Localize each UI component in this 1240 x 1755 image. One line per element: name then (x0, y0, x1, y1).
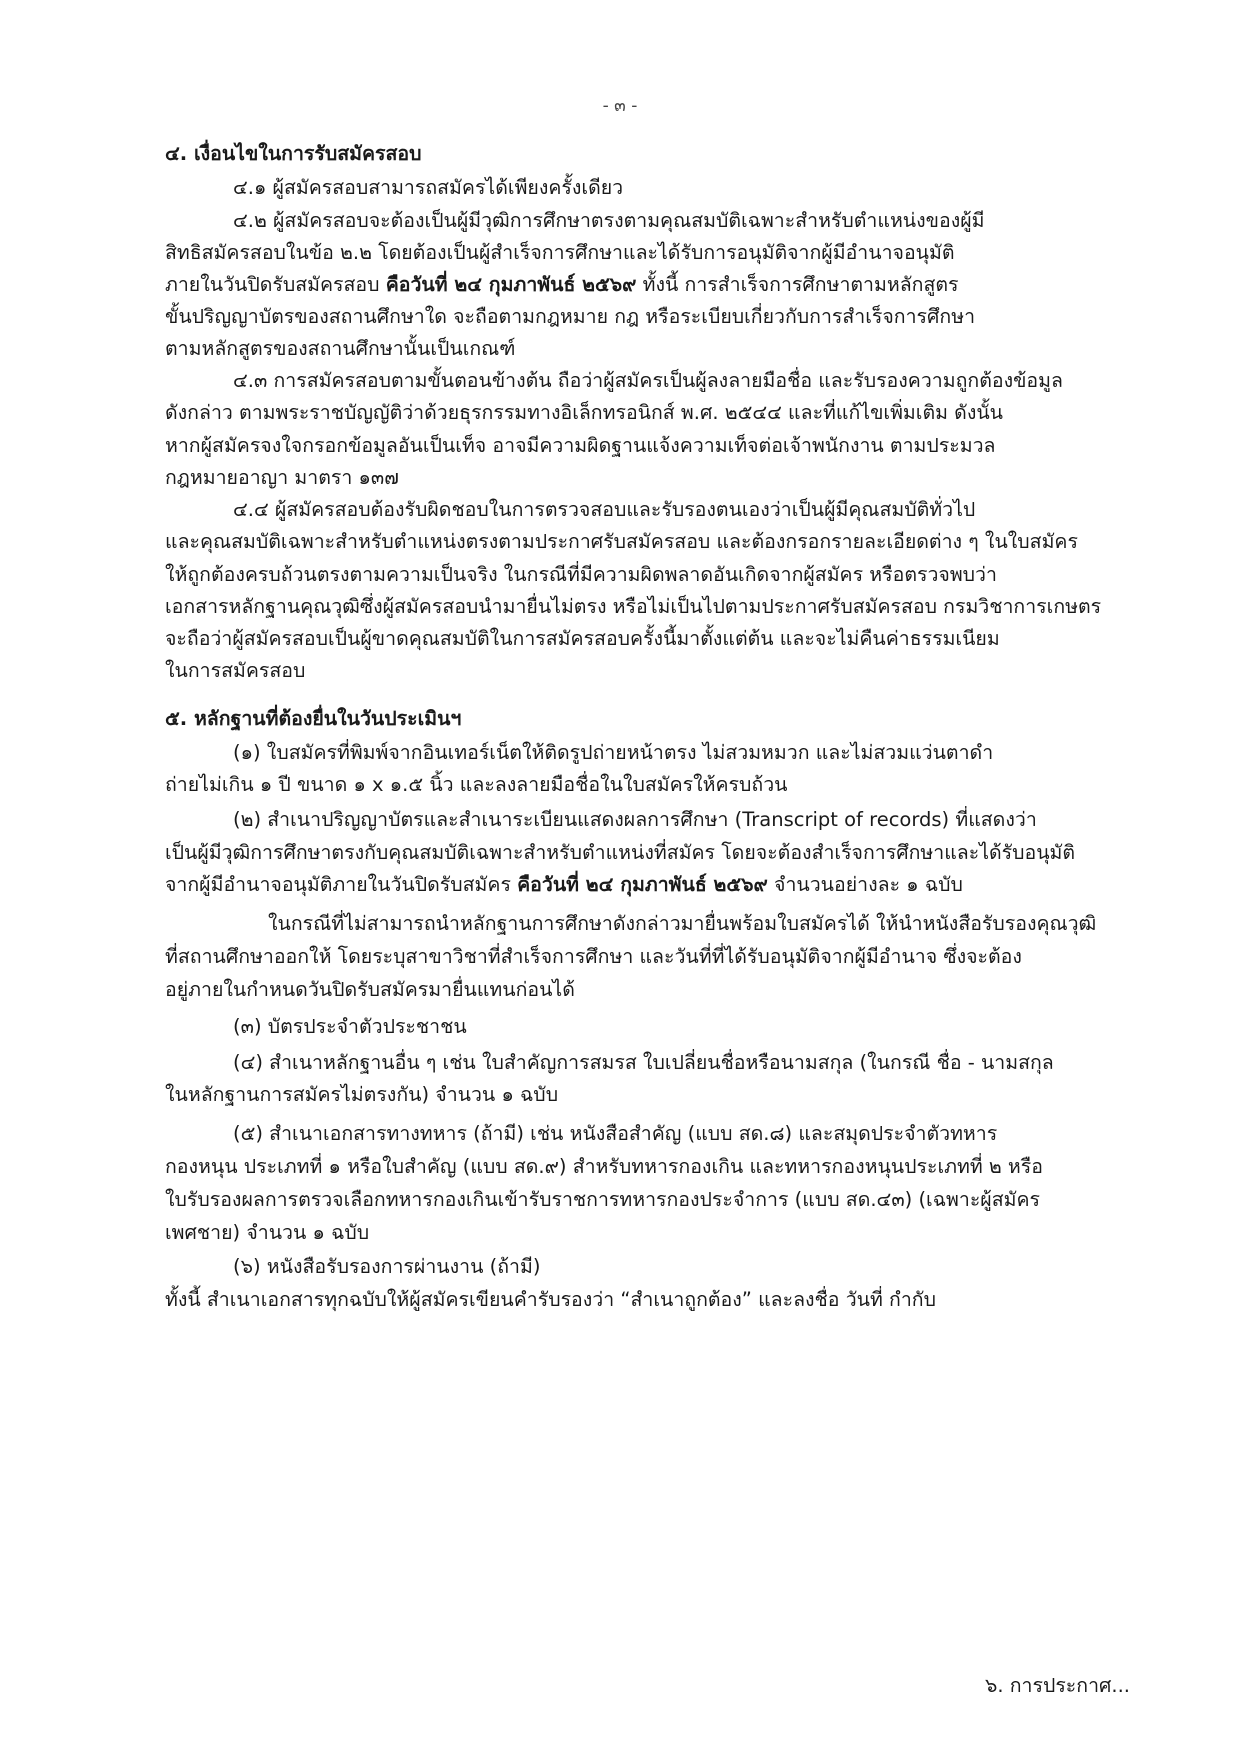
paragraph-4-4-line: ๔.๔ ผู้สมัครสอบต้องรับผิดชอบในการตรวจสอบและรับรองตนเองว่าเป็นผู้มีคุณสมบัติทั่วไป (233, 498, 976, 521)
item-5-2-note-line: อยู่ภายในกำหนดวันปิดรับสมัครมายื่นแทนก่อนได้ (165, 978, 575, 1001)
section-5-heading: ๕. หลักฐานที่ต้องยื่นในวันประเมินฯ (165, 707, 462, 730)
paragraph-4-3-line: กฎหมายอาญา มาตรา ๑๓๗ (165, 466, 399, 489)
text-run: ภายในวันปิดรับสมัครสอบ (165, 273, 386, 296)
item-5-2-line (165, 870, 963, 900)
paragraph-4-4-line: จะถือว่าผู้สมัครสอบเป็นผู้ขาดคุณสมบัติในการสมัครสอบครั้งนี้มาตั้งแต่ต้น และจะไม่คืนค่าธรรมเนียม (165, 627, 1000, 650)
paragraph-4-2-line: ๔.๒ ผู้สมัครสอบจะต้องเป็นผู้มีวุฒิการศึกษาตรงตามคุณสมบัติเฉพาะสำหรับตำแหน่งของผู้มี (233, 209, 985, 232)
paragraph-4-3-line: ๔.๓ การสมัครสอบตามขั้นตอนข้างต้น ถือว่าผู้สมัครเป็นผู้ลงลายมือชื่อ และรับรองความถูกต้องข้อมูล (233, 369, 1063, 392)
paragraph-4-4-line: ในการสมัครสอบ (165, 659, 306, 682)
deadline-bold: คือวันที่ ๒๔ กุมภาพันธ์ ๒๕๖๙ (517, 873, 768, 896)
continuation-footer: ๖. การประกาศ... (984, 1674, 1130, 1697)
text-run: ทั้งนี้ การสำเร็จการศึกษาตามหลักสูตร (636, 273, 959, 296)
paragraph-4-2-line: สิทธิสมัครสอบในข้อ ๒.๒ โดยต้องเป็นผู้สำเร็จการศึกษาและได้รับการอนุมัติจากผู้มีอำนาจอนุมัติ (165, 241, 955, 264)
paragraph-4-1: ๔.๑ ผู้สมัครสอบสามารถสมัครได้เพียงครั้งเดียว (233, 176, 624, 199)
page-number: - ๓ - (602, 96, 638, 116)
paragraph-4-2-line: ตามหลักสูตรของสถานศึกษานั้นเป็นเกณฑ์ (165, 337, 516, 360)
paragraph-4-4-line: เอกสารหลักฐานคุณวุฒิซึ่งผู้สมัครสอบนำมายื่นไม่ตรง หรือไม่เป็นไปตามประกาศรับสมัครสอบ กรมวิชาการเกษตร (165, 595, 1102, 618)
paragraph-4-3-line: หากผู้สมัครจงใจกรอกข้อมูลอันเป็นเท็จ อาจมีความผิดฐานแจ้งความเท็จต่อเจ้าพนักงาน ตามประมวล (165, 434, 996, 457)
item-5-5-line: ใบรับรองผลการตรวจเลือกทหารกองเกินเข้ารับราชการทหารกองประจำการ (แบบ สด.๔๓) (เฉพาะผู้สมัคร (165, 1188, 1040, 1211)
item-5-4-line: ในหลักฐานการสมัครไม่ตรงกัน) จำนวน ๑ ฉบับ (165, 1083, 559, 1106)
item-5-5-line: กองหนุน ประเภทที่ ๑ หรือใบสำคัญ (แบบ สด.๙) สำหรับทหารกองเกิน และทหารกองหนุนประเภทที่ ๒ หรือ (165, 1155, 1043, 1178)
item-5-3: (๓) บัตรประจำตัวประชาชน (233, 1015, 467, 1038)
item-5-5-line: (๕) สำเนาเอกสารทางทหาร (ถ้ามี) เช่น หนังสือสำคัญ (แบบ สด.๘) และสมุดประจำตัวทหาร (233, 1122, 998, 1145)
item-5-1-line: ถ่ายไม่เกิน ๑ ปี ขนาด ๑ x ๑.๕ นิ้ว และลงลายมือชื่อในใบสมัครให้ครบถ้วน (165, 773, 788, 796)
paragraph-4-4-line: และคุณสมบัติเฉพาะสำหรับตำแหน่งตรงตามประกาศรับสมัครสอบ และต้องกรอกรายละเอียดต่าง ๆ ในใบสมัคร (165, 530, 1078, 553)
paragraph-4-2-line (165, 270, 959, 300)
item-5-1-line: (๑) ใบสมัครที่พิมพ์จากอินเทอร์เน็ตให้ติดรูปถ่ายหน้าตรง ไม่สวมหมวก และไม่สวมแว่นตาดำ (233, 741, 994, 764)
item-5-4-line: (๔) สำเนาหลักฐานอื่น ๆ เช่น ใบสำคัญการสมรส ใบเปลี่ยนชื่อหรือนามสกุล (ในกรณี ชื่อ - นามสกุล (233, 1051, 1054, 1074)
item-5-2-line: (๒) สำเนาปริญญาบัตรและสำเนาระเบียนแสดงผลการศึกษา (Transcript of records) ที่แสดงว่า (233, 808, 1037, 831)
text-run: จากผู้มีอำนาจอนุมัติภายในวันปิดรับสมัคร (165, 873, 518, 896)
item-5-5-line: เพศชาย) จำนวน ๑ ฉบับ (165, 1221, 370, 1244)
item-5-2-note-line: ในกรณีที่ไม่สามารถนำหลักฐานการศึกษาดังกล่าวมายื่นพร้อมใบสมัครได้ ให้นำหนังสือรับรองคุณวุฒิ (268, 912, 1097, 935)
paragraph-4-3-line: ดังกล่าว ตามพระราชบัญญัติว่าด้วยธุรกรรมทางอิเล็กทรอนิกส์ พ.ศ. ๒๕๔๔ และที่แก้ไขเพิ่มเติม ดังนั้น (165, 401, 1004, 424)
paragraph-4-2-line: ขั้นปริญญาบัตรของสถานศึกษาใด จะถือตามกฎหมาย กฎ หรือระเบียบเกี่ยวกับการสำเร็จการศึกษา (165, 305, 976, 328)
closing-note: ทั้งนี้ สำเนาเอกสารทุกฉบับให้ผู้สมัครเขียนคำรับรองว่า “สำเนาถูกต้อง” และลงชื่อ วันที่ กำกับ (165, 1288, 936, 1311)
text-run: จำนวนอย่างละ ๑ ฉบับ (767, 873, 963, 896)
section-4-heading: ๔. เงื่อนไขในการรับสมัครสอบ (165, 142, 422, 165)
item-5-6: (๖) หนังสือรับรองการผ่านงาน (ถ้ามี) (233, 1255, 541, 1278)
item-5-2-note-line: ที่สถานศึกษาออกให้ โดยระบุสาขาวิชาที่สำเร็จการศึกษา และวันที่ที่ได้รับอนุมัติจากผู้มีอำนาจ ซึ่งจะต้อง (165, 945, 1022, 968)
paragraph-4-4-line: ให้ถูกต้องครบถ้วนตรงตามความเป็นจริง ในกรณีที่มีความผิดพลาดอันเกิดจากผู้สมัคร หรือตรวจพบว่า (165, 563, 997, 586)
item-5-2-line: เป็นผู้มีวุฒิการศึกษาตรงกับคุณสมบัติเฉพาะสำหรับตำแหน่งที่สมัคร โดยจะต้องสำเร็จการศึกษาและได้รับอนุมัติ (165, 841, 1076, 864)
deadline-bold: คือวันที่ ๒๔ กุมภาพันธ์ ๒๕๖๙ (385, 273, 637, 296)
